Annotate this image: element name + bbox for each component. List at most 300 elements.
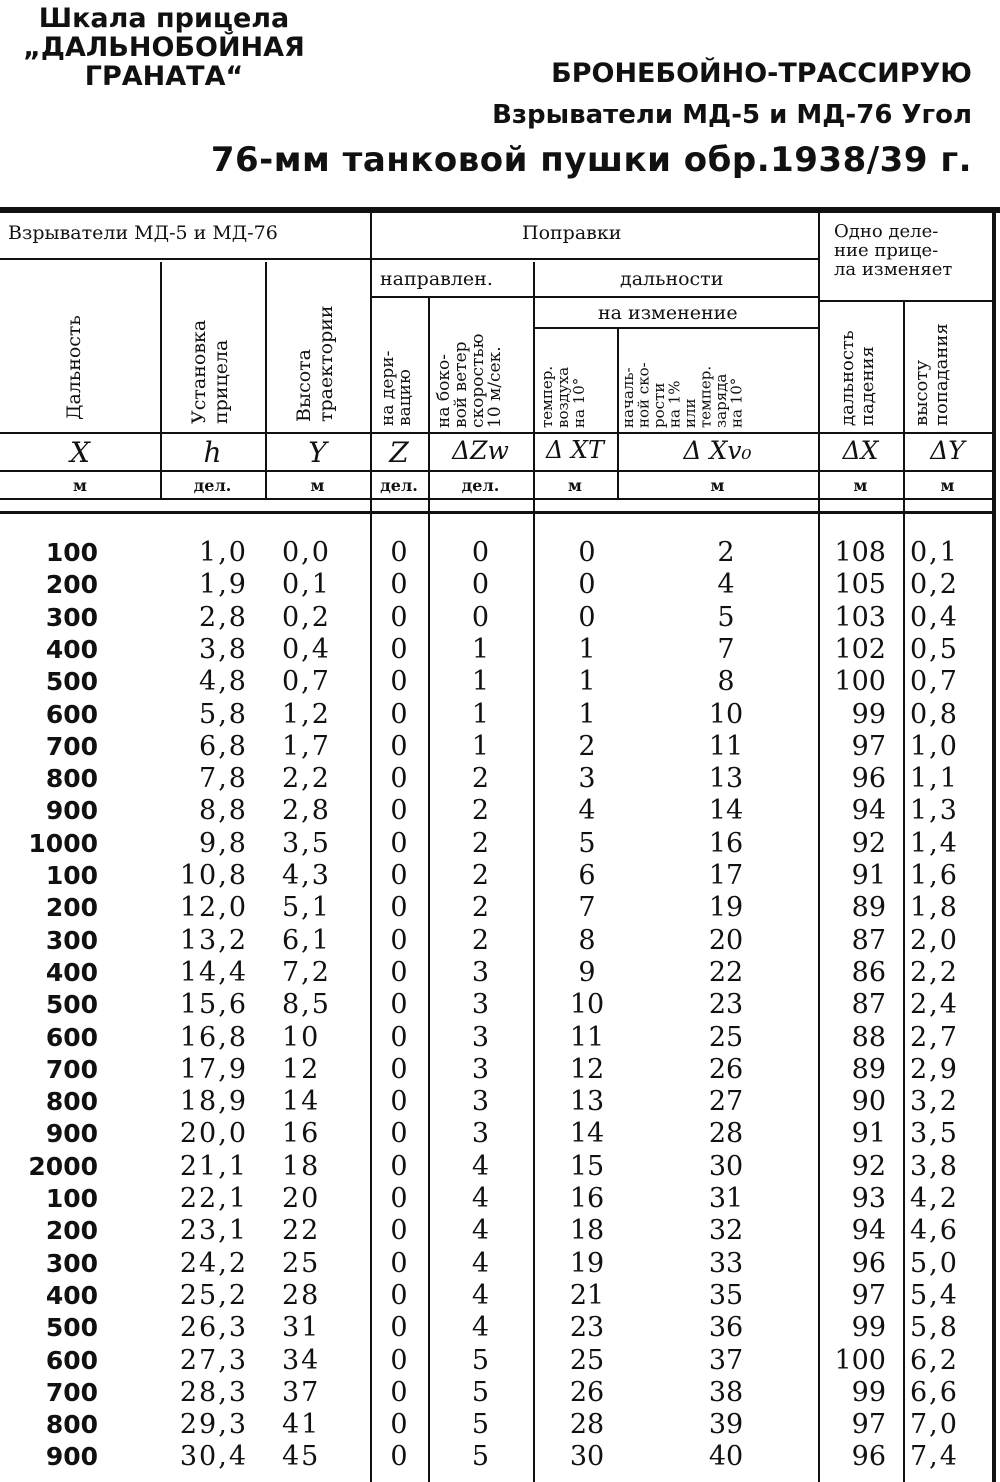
cell-hit: 0,1 [910, 537, 959, 568]
rule-direction [370, 296, 818, 298]
col-label-deriv: на дери- вацию [378, 350, 415, 426]
cell-deriv: 0 [390, 795, 408, 827]
cell-vel: 36 [708, 1312, 744, 1344]
cell-wind: 3 [471, 1086, 490, 1118]
cell-sight: 4,8 [199, 666, 248, 698]
cell-temp: 13 [569, 1086, 605, 1118]
cell-sight: 5,8 [199, 698, 248, 730]
cell-height: 1,7 [282, 730, 331, 762]
cell-sight: 7,8 [199, 763, 248, 795]
cell-temp: 4 [578, 795, 596, 827]
cell-temp: 18 [569, 1215, 605, 1247]
col-label-range: Дальность [63, 315, 85, 420]
cell-sight: 27,3 [179, 1344, 248, 1376]
cell-range: 300 [45, 925, 98, 955]
cell-hit: 2,7 [910, 1021, 959, 1053]
cell-vel: 13 [708, 763, 744, 795]
cell-hit: 2,9 [910, 1053, 959, 1085]
cell-range: 700 [45, 1377, 98, 1407]
cell-vel: 19 [708, 892, 744, 924]
cell-temp: 21 [569, 1279, 605, 1311]
cell-wind: 2 [471, 795, 490, 827]
cell-vel: 25 [708, 1021, 744, 1053]
cell-deriv: 0 [390, 569, 408, 601]
cell-wind: 0 [471, 601, 490, 633]
cell-temp: 7 [578, 892, 596, 924]
cell-deriv: 0 [390, 1118, 408, 1150]
sight-scale-title [14, 4, 314, 91]
cell-fall: 94 [851, 795, 886, 827]
cell-sight: 15,6 [179, 989, 248, 1021]
col-label-fall: дальность падения [837, 330, 878, 426]
unit-h: дел. [193, 476, 232, 495]
col-label-hit: высоту попадания [911, 323, 952, 426]
cell-temp: 26 [569, 1376, 605, 1408]
cell-range: 200 [45, 570, 98, 600]
cell-range: 1000 [28, 828, 98, 858]
unit-dx: м [853, 476, 868, 495]
cell-vel: 17 [708, 860, 744, 891]
cell-range: 900 [45, 796, 98, 826]
cell-fall: 89 [851, 1053, 886, 1085]
symbol-dzw: ΔZw [452, 436, 509, 465]
cell-temp: 6 [578, 860, 596, 891]
cell-fall: 100 [834, 1344, 886, 1376]
cell-height: 4,3 [282, 860, 331, 891]
cell-vel: 26 [708, 1053, 744, 1085]
cell-temp: 10 [569, 989, 605, 1021]
cell-hit: 0,5 [910, 633, 959, 665]
cell-sight: 21,1 [179, 1150, 248, 1182]
cell-temp: 2 [578, 730, 596, 762]
cell-sight: 2,8 [199, 601, 248, 633]
symbol-z: Z [389, 436, 409, 469]
group-direction: направлен. [380, 268, 493, 290]
cell-wind: 5 [471, 1441, 490, 1473]
cell-hit: 3,2 [910, 1086, 959, 1118]
cell-fall: 97 [851, 1409, 886, 1441]
cell-fall: 90 [851, 1086, 886, 1118]
symbol-x: X [70, 436, 90, 469]
cell-height: 3,5 [282, 827, 331, 859]
cell-height: 28 [282, 1279, 321, 1311]
cell-temp: 16 [569, 1183, 605, 1214]
cell-sight: 29,3 [179, 1409, 248, 1441]
cell-sight: 24,2 [179, 1247, 248, 1279]
cell-fall: 91 [851, 860, 886, 891]
cell-hit: 5,4 [910, 1279, 959, 1311]
cell-wind: 4 [471, 1312, 490, 1344]
cell-sight: 18,9 [179, 1086, 248, 1118]
cell-vel: 30 [708, 1150, 744, 1182]
cell-height: 25 [282, 1247, 321, 1279]
cell-range: 800 [45, 1087, 98, 1117]
cell-sight: 16,8 [179, 1021, 248, 1053]
unit-dxt: м [568, 476, 582, 495]
cell-range: 300 [45, 602, 98, 632]
cell-sight: 30,4 [179, 1441, 248, 1473]
cell-wind: 4 [471, 1279, 490, 1311]
cell-temp: 3 [578, 763, 596, 795]
cell-wind: 0 [471, 537, 490, 568]
symbol-dy: ΔY [930, 436, 965, 465]
cell-hit: 1,4 [910, 827, 959, 859]
cell-range: 700 [45, 731, 98, 761]
cell-hit: 1,1 [910, 763, 959, 795]
cell-hit: 3,5 [910, 1118, 959, 1150]
cell-deriv: 0 [390, 1312, 408, 1344]
cell-vel: 39 [708, 1409, 744, 1441]
cell-wind: 5 [471, 1409, 490, 1441]
cell-deriv: 0 [390, 763, 408, 795]
cell-height: 0,1 [282, 569, 331, 601]
cell-deriv: 0 [390, 860, 408, 891]
cell-wind: 1 [471, 698, 490, 730]
cell-temp: 28 [569, 1409, 605, 1441]
cell-fall: 97 [851, 730, 886, 762]
cell-sight: 14,4 [179, 956, 248, 988]
symbol-h: h [203, 436, 222, 469]
cell-hit: 5,8 [910, 1312, 959, 1344]
cell-range: 300 [45, 1248, 98, 1278]
cell-height: 10 [282, 1021, 321, 1053]
cell-vel: 28 [708, 1118, 744, 1150]
cell-fall: 108 [834, 537, 886, 568]
sight-scale-title-line2: „ДАЛЬНОБОЙНАЯ [23, 32, 305, 63]
cell-deriv: 0 [390, 1441, 408, 1473]
group-corrections: Поправки [522, 222, 622, 244]
cell-range: 700 [45, 1054, 98, 1084]
cell-sight: 12,0 [179, 892, 248, 924]
cell-hit: 6,6 [910, 1376, 959, 1408]
cell-range: 400 [45, 957, 98, 987]
rule-units [0, 498, 992, 500]
top-rule [0, 207, 1000, 213]
cell-deriv: 0 [390, 601, 408, 633]
cell-wind: 4 [471, 1183, 490, 1214]
cell-range: 200 [45, 1216, 98, 1246]
sight-scale-title-line3: ГРАНАТА“ [84, 61, 244, 92]
cell-range: 500 [45, 1313, 98, 1343]
cell-wind: 4 [471, 1247, 490, 1279]
cell-wind: 3 [471, 956, 490, 988]
rule-one-division [818, 300, 992, 302]
cell-wind: 5 [471, 1344, 490, 1376]
col-label-temp: темпер. воздуха на 10° [538, 365, 588, 428]
cell-height: 14 [282, 1086, 321, 1118]
cell-hit: 5,0 [910, 1247, 959, 1279]
col-label-vel: началь- ной ско- рости на 1% или темпер. заряда на 10° [619, 362, 746, 428]
cell-vel: 10 [708, 698, 744, 730]
cell-vel: 2 [717, 537, 735, 568]
rule-labels [0, 432, 992, 434]
cell-wind: 0 [471, 569, 490, 601]
cell-deriv: 0 [390, 1086, 408, 1118]
cell-temp: 8 [578, 924, 596, 956]
cell-range: 800 [45, 1410, 98, 1440]
cell-hit: 4,2 [910, 1183, 959, 1214]
cell-vel: 16 [708, 827, 744, 859]
symbol-dx: ΔX [842, 436, 879, 465]
group-change: на изменение [598, 302, 738, 324]
cell-temp: 11 [569, 1021, 605, 1053]
cell-fall: 100 [834, 666, 886, 698]
cell-sight: 9,8 [199, 827, 248, 859]
cell-fall: 99 [851, 698, 886, 730]
cell-height: 7,2 [282, 956, 331, 988]
cell-wind: 3 [471, 989, 490, 1021]
cell-deriv: 0 [390, 1247, 408, 1279]
cell-sight: 25,2 [179, 1279, 248, 1311]
cell-hit: 2,0 [910, 924, 959, 956]
col-label-height: Высота траектории [293, 305, 337, 422]
cell-temp: 1 [578, 666, 596, 698]
cell-sight: 28,3 [179, 1376, 248, 1408]
cell-fall: 91 [851, 1118, 886, 1150]
cell-range: 100 [45, 538, 98, 567]
cell-sight: 1,9 [199, 569, 248, 601]
cell-fall: 97 [851, 1279, 886, 1311]
cell-vel: 4 [717, 569, 735, 601]
cell-range: 600 [45, 699, 98, 729]
cell-deriv: 0 [390, 698, 408, 730]
cell-hit: 0,4 [910, 601, 959, 633]
cell-range: 600 [45, 1345, 98, 1375]
cell-wind: 3 [471, 1021, 490, 1053]
cell-fall: 92 [851, 1150, 886, 1182]
unit-y: м [310, 476, 325, 495]
cell-fall: 89 [851, 892, 886, 924]
cell-wind: 1 [471, 666, 490, 698]
cell-hit: 2,2 [910, 956, 959, 988]
cell-height: 6,1 [282, 924, 331, 956]
cell-vel: 40 [708, 1441, 744, 1473]
cell-vel: 32 [708, 1215, 744, 1247]
cell-hit: 0,2 [910, 569, 959, 601]
cell-fall: 94 [851, 1215, 886, 1247]
cell-sight: 23,1 [179, 1215, 248, 1247]
cell-deriv: 0 [390, 633, 408, 665]
cell-vel: 23 [708, 989, 744, 1021]
cell-sight: 13,2 [179, 924, 248, 956]
symbol-dxv0: Δ Xv₀ [683, 436, 752, 465]
cell-range: 100 [45, 861, 98, 890]
rule-corrections [370, 258, 818, 260]
cell-fall: 103 [834, 601, 886, 633]
cell-fall: 96 [851, 1247, 886, 1279]
cell-height: 0,0 [282, 537, 331, 568]
cell-height: 12 [282, 1053, 321, 1085]
group-one-division: Одно деле- ние прице- ла изменяет [834, 221, 953, 280]
cell-deriv: 0 [390, 1183, 408, 1214]
cell-fall: 96 [851, 1441, 886, 1473]
cell-hit: 1,6 [910, 860, 959, 891]
cell-vel: 22 [708, 956, 744, 988]
cell-deriv: 0 [390, 1376, 408, 1408]
cell-sight: 26,3 [179, 1312, 248, 1344]
cell-wind: 4 [471, 1150, 490, 1182]
cell-range: 2000 [28, 1151, 98, 1181]
rule-fuses [0, 258, 370, 260]
cell-vel: 38 [708, 1376, 744, 1408]
cell-temp: 19 [569, 1247, 605, 1279]
cell-range: 400 [45, 634, 98, 664]
cell-height: 1,2 [282, 698, 331, 730]
cell-hit: 4,6 [910, 1215, 959, 1247]
cell-height: 0,7 [282, 666, 331, 698]
cell-wind: 1 [471, 633, 490, 665]
page-title-line2: Взрыватели МД-5 и МД-76 Угол [492, 100, 972, 130]
cell-hit: 7,4 [910, 1441, 959, 1473]
cell-sight: 8,8 [199, 795, 248, 827]
cell-temp: 9 [578, 956, 596, 988]
cell-height: 37 [282, 1376, 321, 1408]
unit-dxv0: м [710, 476, 725, 495]
cell-deriv: 0 [390, 924, 408, 956]
cell-deriv: 0 [390, 537, 408, 568]
cell-deriv: 0 [390, 1409, 408, 1441]
cell-wind: 1 [471, 730, 490, 762]
cell-temp: 12 [569, 1053, 605, 1085]
cell-wind: 2 [471, 763, 490, 795]
cell-height: 18 [282, 1150, 321, 1182]
cell-fall: 96 [851, 763, 886, 795]
cell-range: 400 [45, 1280, 98, 1310]
cell-fall: 87 [851, 989, 886, 1021]
cell-temp: 14 [569, 1118, 605, 1150]
cell-height: 16 [282, 1118, 321, 1150]
cell-hit: 3,8 [910, 1150, 959, 1182]
rule-symbols [0, 470, 992, 472]
cell-sight: 20,0 [179, 1118, 248, 1150]
cell-height: 8,5 [282, 989, 331, 1021]
cell-wind: 4 [471, 1215, 490, 1247]
cell-deriv: 0 [390, 956, 408, 988]
cell-hit: 7,0 [910, 1409, 959, 1441]
cell-vel: 31 [708, 1183, 744, 1214]
cell-sight: 10,8 [179, 860, 248, 891]
cell-temp: 5 [578, 827, 596, 859]
cell-temp: 1 [578, 698, 596, 730]
col-label-wind: на боко- вой ветер скоростью 10 м/сек. [434, 333, 505, 428]
cell-vel: 14 [708, 795, 744, 827]
cell-fall: 88 [851, 1021, 886, 1053]
symbol-y: Y [308, 436, 327, 469]
cell-wind: 2 [471, 924, 490, 956]
cell-hit: 1,0 [910, 730, 959, 762]
col-sep-right [992, 213, 996, 1482]
cell-height: 2,8 [282, 795, 331, 827]
cell-wind: 3 [471, 1053, 490, 1085]
cell-deriv: 0 [390, 892, 408, 924]
sight-scale-title-line1: Шкала прицела [38, 3, 290, 34]
cell-temp: 1 [578, 633, 596, 665]
cell-temp: 23 [569, 1312, 605, 1344]
cell-temp: 25 [569, 1344, 605, 1376]
cell-deriv: 0 [390, 827, 408, 859]
cell-vel: 20 [708, 924, 744, 956]
cell-fall: 102 [834, 633, 886, 665]
cell-vel: 8 [717, 666, 735, 698]
cell-temp: 30 [569, 1441, 605, 1473]
cell-sight: 6,8 [199, 730, 248, 762]
cell-height: 5,1 [282, 892, 331, 924]
cell-deriv: 0 [390, 1021, 408, 1053]
cell-range: 500 [45, 990, 98, 1020]
cell-wind: 5 [471, 1376, 490, 1408]
unit-dzw: дел. [461, 476, 500, 495]
cell-deriv: 0 [390, 989, 408, 1021]
cell-deriv: 0 [390, 1215, 408, 1247]
cell-height: 2,2 [282, 763, 331, 795]
cell-deriv: 0 [390, 1279, 408, 1311]
cell-height: 22 [282, 1215, 321, 1247]
unit-z: дел. [380, 476, 418, 495]
cell-vel: 37 [708, 1344, 744, 1376]
cell-height: 0,2 [282, 601, 331, 633]
cell-deriv: 0 [390, 1053, 408, 1085]
cell-deriv: 0 [390, 666, 408, 698]
cell-hit: 1,3 [910, 795, 959, 827]
group-fuses: Взрыватели МД-5 и МД-76 [8, 222, 278, 244]
cell-range: 500 [45, 667, 98, 697]
cell-vel: 7 [717, 633, 735, 665]
rule-units-double [0, 511, 992, 514]
rule-change [533, 327, 818, 329]
cell-hit: 0,7 [910, 666, 959, 698]
cell-temp: 0 [578, 569, 596, 601]
cell-range: 600 [45, 1022, 98, 1052]
cell-temp: 0 [578, 601, 596, 633]
cell-height: 31 [282, 1312, 321, 1344]
cell-fall: 86 [851, 956, 886, 988]
cell-height: 45 [282, 1441, 321, 1473]
cell-range: 800 [45, 764, 98, 794]
col-label-sight: Установка прицела [188, 319, 232, 424]
cell-vel: 33 [708, 1247, 744, 1279]
cell-sight: 1,0 [199, 537, 248, 568]
cell-range: 200 [45, 893, 98, 923]
unit-x: м [73, 476, 87, 495]
cell-fall: 87 [851, 924, 886, 956]
cell-fall: 92 [851, 827, 886, 859]
group-range: дальности [620, 268, 724, 290]
cell-vel: 27 [708, 1086, 744, 1118]
cell-temp: 15 [569, 1150, 605, 1182]
cell-deriv: 0 [390, 1150, 408, 1182]
cell-wind: 2 [471, 827, 490, 859]
cell-sight: 17,9 [179, 1053, 248, 1085]
unit-dy: м [940, 476, 955, 495]
cell-hit: 1,8 [910, 892, 959, 924]
cell-range: 900 [45, 1119, 98, 1149]
cell-hit: 2,4 [910, 989, 959, 1021]
cell-wind: 2 [471, 860, 490, 891]
cell-height: 20 [282, 1183, 321, 1214]
cell-range: 100 [45, 1184, 98, 1213]
cell-sight: 22,1 [179, 1183, 248, 1214]
cell-deriv: 0 [390, 1344, 408, 1376]
cell-wind: 2 [471, 892, 490, 924]
symbol-dxt: Δ XT [545, 436, 605, 464]
cell-range: 900 [45, 1442, 98, 1472]
cell-hit: 6,2 [910, 1344, 959, 1376]
cell-fall: 99 [851, 1376, 886, 1408]
cell-height: 0,4 [282, 633, 331, 665]
cell-vel: 35 [708, 1279, 744, 1311]
page-title-line3: 76-мм танковой пушки обр.1938/39 г. [210, 140, 972, 180]
cell-fall: 93 [851, 1183, 886, 1214]
